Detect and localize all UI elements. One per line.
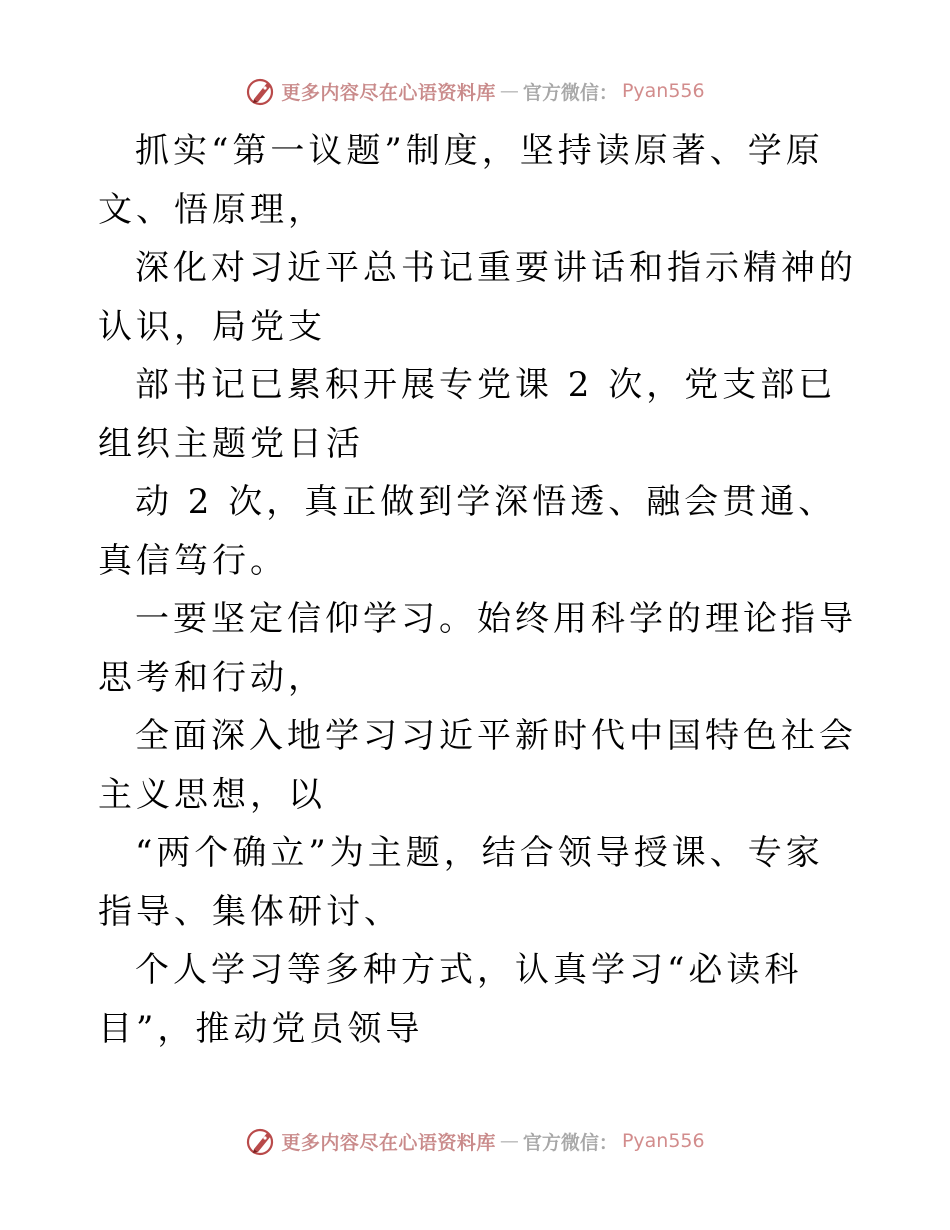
paragraph-5: 一要坚定信仰学习。始终用科学的理论指导思考和行动， [98, 599, 857, 698]
pen-nib-logo-icon [245, 1125, 277, 1157]
paragraph-6: 全面深入地学习习近平新时代中国特色社会主义思想，以 [98, 716, 857, 815]
footer-banner-content [245, 1125, 704, 1157]
paragraph-3: 部书记已累积开展专党课 2 次，党支部已组织主题党日活 [98, 365, 837, 464]
footer-wechat-id: Pyan556 [621, 1130, 705, 1152]
header-banner-separator: — [499, 80, 519, 102]
pen-nib-logo-icon [245, 75, 277, 107]
header-banner [0, 71, 950, 111]
paragraph-7: “两个确立”为主题，结合领导授课、专家指导、集体研讨、 [98, 833, 824, 932]
footer-banner [0, 1121, 950, 1161]
header-banner-content [245, 75, 704, 107]
header-wechat-label: 官方微信： [522, 81, 618, 104]
footer-banner-text: 更多内容尽在心语资料库 [281, 1131, 496, 1154]
header-wechat-id: Pyan556 [621, 80, 705, 102]
paragraph-8: 个人学习等多种方式，认真学习“必读科目”，推动党员领导 [98, 950, 803, 1049]
paragraph-4: 动 2 次，真正做到学深悟透、融会贯通、真信笃行。 [98, 482, 837, 581]
document-body [98, 122, 858, 1058]
header-banner-text: 更多内容尽在心语资料库 [281, 81, 496, 104]
footer-wechat-label: 官方微信： [522, 1131, 618, 1154]
paragraph-1: 抓实“第一议题”制度，坚持读原著、学原文、悟原理， [98, 131, 824, 230]
footer-banner-separator: — [499, 1130, 519, 1152]
paragraph-2: 深化对习近平总书记重要讲话和指示精神的认识，局党支 [98, 248, 857, 347]
